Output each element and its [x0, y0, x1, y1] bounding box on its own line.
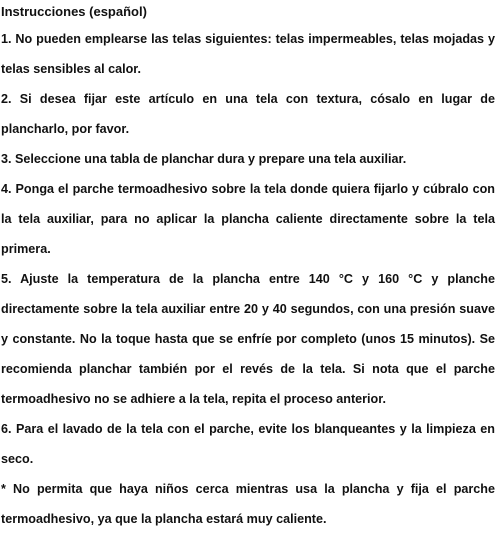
instruction-2: 2. Si desea fijar este artículo en una tela con textura, cósalo en lugar de plancharlo, por favor.	[1, 92, 495, 136]
instruction-1: 1. No pueden emplearse las telas siguientes: telas impermeables, telas mojadas y telas sensibles al calor.	[1, 32, 495, 76]
safety-note: * No permita que haya niños cerca mientras usa la plancha y fija el parche termoadhesivo, ya que la plancha estará muy caliente.	[1, 482, 495, 526]
document-title: Instrucciones (español)	[1, 4, 147, 19]
instructions-document	[1, 0, 495, 534]
instruction-4: 4. Ponga el parche termoadhesivo sobre la tela donde quiera fijarlo y cúbralo con la tela auxiliar, para no aplicar la plancha caliente directamente sobre la tela primera.	[1, 182, 495, 256]
instruction-6: 6. Para el lavado de la tela con el parche, evite los blanqueantes y la limpieza en seco.	[1, 422, 495, 466]
instruction-5: 5. Ajuste la temperatura de la plancha entre 140 °C y 160 °C y planche directamente sobre la tela auxiliar entre 20 y 40 segundos, con una presión suave y constante. No la toque hasta que se enfríe por completo (unos 15 minutos). Se recomienda planchar también por el revés de la tela. Si nota que el parche termoadhesivo no se adhiere a la tela, repita el proceso anterior.	[1, 272, 495, 406]
instruction-3: 3. Seleccione una tabla de planchar dura y prepare una tela auxiliar.	[1, 152, 407, 166]
